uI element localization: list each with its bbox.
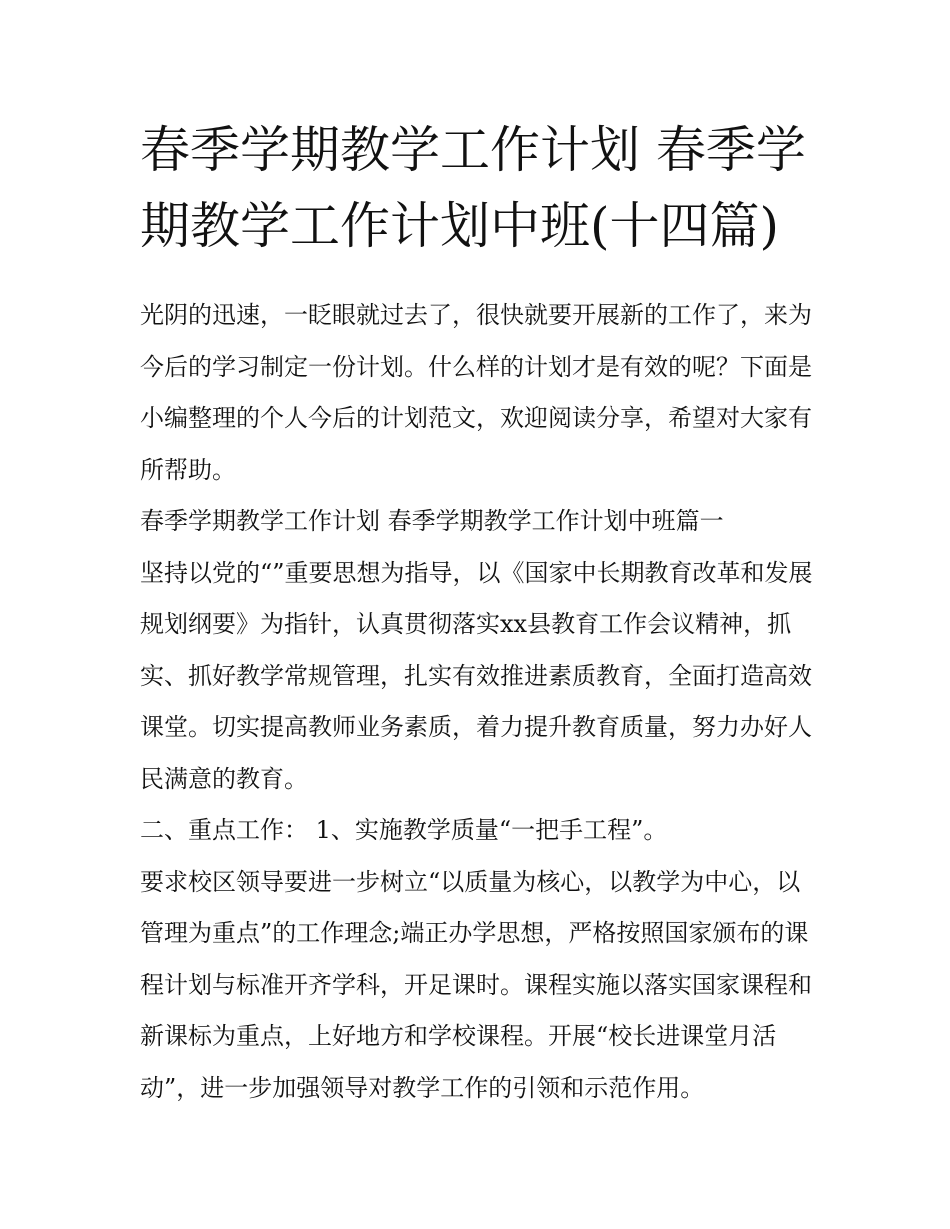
guiding-paragraph: 坚持以党的“”重要思想为指导，以《国家中长期教育改革和发展规划纲要》为指针，认真贯彻落实xx县教育工作会议精神，抓实、抓好教学常规管理，扎实有效推进素质教育，全面打造高效课堂。切实提高教师业务素质，着力提升教育质量，努力办好人民满意的教育。 <box>140 558 813 793</box>
document-title: 春季学期教学工作计划 春季学期教学工作计划中班(十四篇) <box>140 121 806 255</box>
section-one-heading: 春季学期教学工作计划 春季学期教学工作计划中班篇一 <box>140 507 724 535</box>
key-work-heading: 二、重点工作： 1、实施教学质量“一把手工程”。 <box>140 816 668 844</box>
intro-paragraph: 光阴的迅速，一眨眼就过去了，很快就要开展新的工作了，来为今后的学习制定一份计划。什么样的计划才是有效的呢？下面是小编整理的个人今后的计划范文，欢迎阅读分享，希望对大家有所帮助。 <box>140 301 812 484</box>
key-work-paragraph: 要求校区领导要进一步树立“以质量为核心，以教学为中心，以管理为重点”的工作理念;端正办学思想，严格按照国家颁布的课程计划与标准开齐学科，开足课时。课程实施以落实国家课程和新课标为重点，上好地方和学校课程。开展“校长进课堂月活动”，进一步加强领导对教学工作的引领和示范作用。 <box>140 867 812 1102</box>
document-page <box>140 112 820 1114</box>
